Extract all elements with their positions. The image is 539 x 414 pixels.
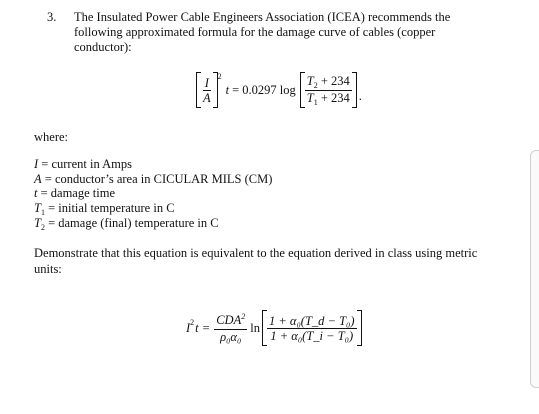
icea-formula: $\frac{I}{A}$ 2 t = 0.0297 log $\frac{T_2 + 234}{T_1 + 234}$ . [196,72,362,108]
question-line-3: conductor): [74,40,132,54]
definition-area: A = conductor’s area in CICULAR MILS (CM) [34,172,273,186]
cda-fraction: $\frac{CDA^2}{\text{ρ₀α₀}}$ [216,311,246,344]
definition-current: I = current in Amps [34,157,133,171]
question-line-2: following approximated formula for the damage curve of cables (copper [74,25,436,39]
right-bracket [357,310,362,346]
scrollbar[interactable] [530,150,539,388]
temperature-fraction: $\frac{T_2 + 234}{T_1 + 234}$ [306,73,350,107]
definition-time: t = damage time [34,186,115,200]
metric-formula: I 2 t = $\frac{CDA^2}{\text{ρ₀α₀}}$ ln $\frac{\text{1 + α₀(T\_d − T₀)}}{\text{1 + α₀(T\_i − T₀)}}$ [186,310,362,346]
demonstrate-line-1: Demonstrate that this equation is equivalent to the equation derived in class using metric [34,246,478,260]
question-number: 3. [47,10,57,24]
demonstrate-line-2: units: [34,262,62,276]
question-line-1: The Insulated Power Cable Engineers Association (ICEA) recommends the [74,10,451,24]
where-label: where: [34,130,69,144]
definition-initial-temp: $T_1$ = initial temperature in C [34,201,175,217]
definition-final-temp: $T_2$ = damage (final) temperature in C [34,216,219,232]
right-bracket [352,72,357,108]
alpha-fraction: $\frac{\text{1 + α₀(T\_d − T₀)}}{\text{1 + α₀(T\_i − T₀)}}$ [268,313,355,343]
i-over-a-fraction: $\frac{I}{A}$ [203,75,211,105]
